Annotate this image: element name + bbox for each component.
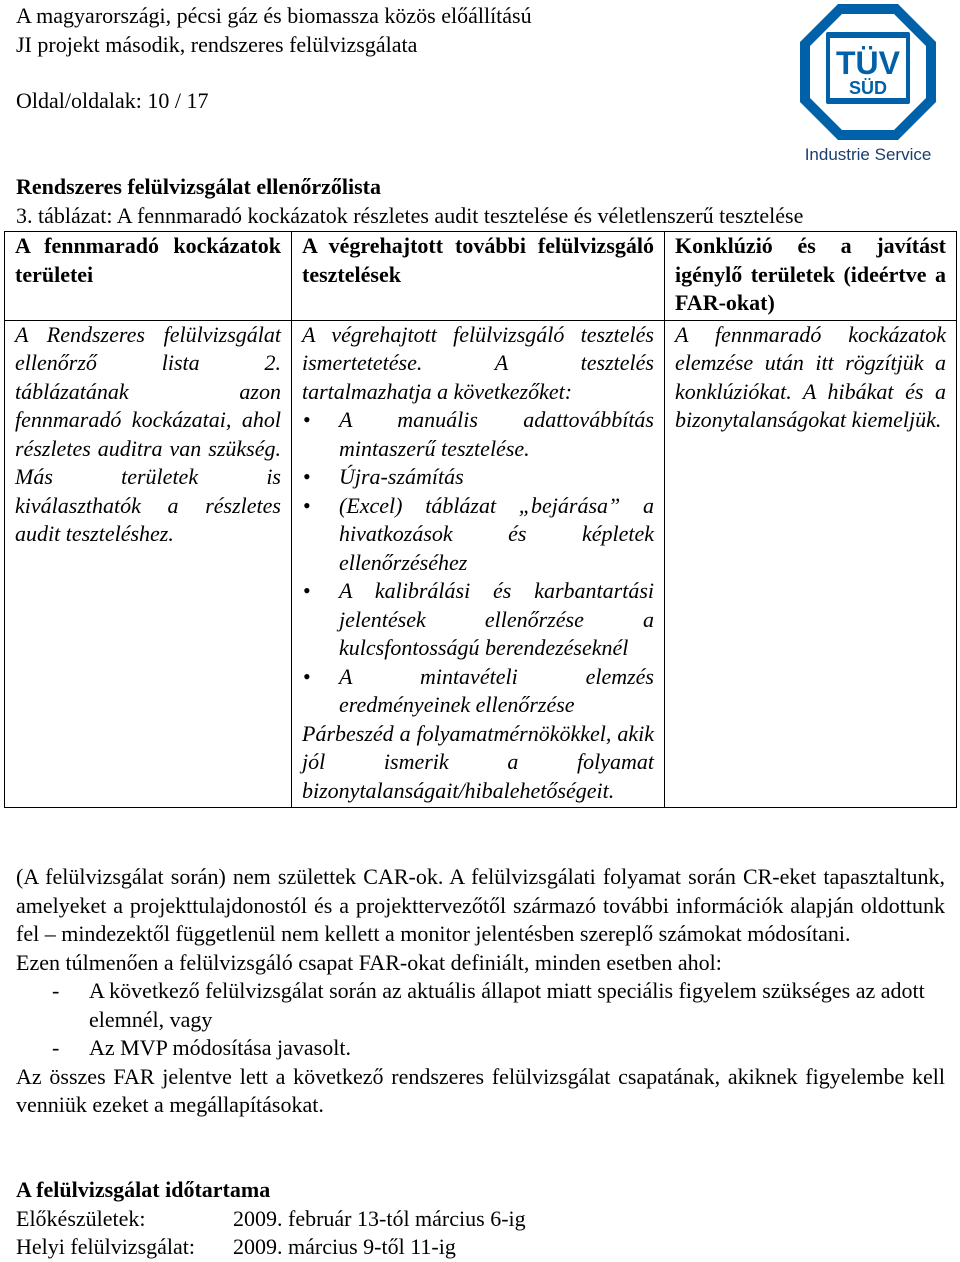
header-conclusion: Konklúzió és a javítást igénylő területek (ideértve a FAR-okat)	[665, 232, 957, 321]
tests-outro: Párbeszéd a folyamatmérnökökkel, akik jól ismerik a folyamat bizonytalanságait/hibalehetőségeit.	[302, 720, 654, 803]
tuv-sud-logo	[798, 2, 938, 167]
list-item: • (Excel) táblázat „bejárása” a hivatkozások és képletek ellenőrzéséhez	[339, 492, 654, 578]
section-heading	[16, 173, 946, 230]
tests-intro: A végrehajtott felülvizsgáló tesztelés ismertetetése. A tesztelés tartalmazhatja a következőket:	[302, 321, 654, 404]
page-number: Oldal/oldalak: 10 / 17	[16, 88, 209, 113]
list-item: • Újra-számítás	[339, 463, 654, 492]
duration-value: 2009. március 9-től 11-ig	[233, 1234, 456, 1259]
logo-caption: Industrie Service	[804, 145, 932, 164]
table-row	[5, 320, 957, 808]
duration-label: Előkészületek:	[16, 1205, 146, 1231]
dash-item-text: Az MVP módosítása javasolt.	[89, 1035, 351, 1060]
document-header	[16, 2, 776, 116]
audit-table	[4, 231, 957, 808]
duration-row-preparation	[16, 1205, 945, 1234]
logo-sub-text: SÜD	[848, 78, 888, 98]
list-item	[16, 977, 945, 1034]
findings-paragraph-2: Ezen túlmenően a felülvizsgáló csapat FAR-okat definiált, minden esetben ahol:	[16, 949, 722, 975]
table-caption: 3. táblázat: A fennmaradó kockázatok részletes audit tesztelése és véletlenszerű tesztelése	[16, 202, 804, 228]
header-title-line2: JI projekt második, rendszeres felülvizsgálata	[16, 31, 418, 57]
duration-row-onsite	[16, 1233, 945, 1262]
list-item: • A kalibrálási és karbantartási jelentések ellenőrzése a kulcsfontosságú berendezéseknél	[339, 577, 654, 663]
duration-section	[16, 1176, 945, 1262]
risk-areas-text: A Rendszeres felülvizsgálat ellenőrző lista 2. táblázatának azon fennmaradó kockázatai, ahol részletes auditra van szükség. Más területek is kiválaszthatók a részletes audit teszteléshez.	[15, 321, 281, 546]
duration-label: Helyi felülvizsgálat:	[16, 1234, 195, 1259]
dash-marker: -	[52, 978, 60, 1003]
cell-risk-areas	[5, 320, 292, 808]
duration-value: 2009. február 13-tól március 6-ig	[233, 1205, 526, 1231]
tests-bullet-list	[302, 406, 654, 720]
list-item: • A mintavételi elemzés eredményeinek ellenőrzése	[339, 663, 654, 720]
dash-item-text: A következő felülvizsgálat során az aktuális állapot miatt speciális figyelem szükséges az adott elemnél, vagy	[89, 978, 925, 1032]
findings-paragraph-3: Az összes FAR jelentve lett a következő rendszeres felülvizsgálat csapatának, akiknek figyelembe kell venniük ezeket a megállapításokat.	[16, 1063, 945, 1117]
findings-section	[16, 863, 945, 1120]
list-item	[16, 1034, 945, 1063]
conclusion-text: A fennmaradó kockázatok elemzése után itt rögzítjük a konklúziókat. A hibákat és a bizonytalanságokat kiemeljük.	[675, 321, 946, 432]
header-risk-areas: A fennmaradó kockázatok területei	[5, 232, 292, 321]
header-tests-performed: A végrehajtott további felülvizsgáló tesztelések	[292, 232, 665, 321]
section-title: Rendszeres felülvizsgálat ellenőrzőlista	[16, 174, 381, 199]
cell-conclusion	[665, 320, 957, 808]
dash-marker: -	[52, 1035, 60, 1060]
cell-tests	[292, 320, 665, 808]
table-header-row	[5, 232, 957, 321]
findings-paragraph-1: (A felülvizsgálat során) nem születtek CAR-ok. A felülvizsgálati folyamat során CR-eket tapasztaltunk, amelyeket a projekttulajdonostól és a projekttervezőtől származó további információk alapján oldottunk fel – mindezektől függetlenül nem kellett a monitor jelentésben szereplő számokat módosítani.	[16, 864, 945, 946]
duration-title: A felülvizsgálat időtartama	[16, 1177, 271, 1202]
logo-brand-text: TÜV	[836, 45, 900, 81]
list-item: • A manuális adattovábbítás mintaszerű tesztelése.	[339, 406, 654, 463]
header-title-line1: A magyarországi, pécsi gáz és biomassza közös előállítású	[16, 3, 532, 28]
